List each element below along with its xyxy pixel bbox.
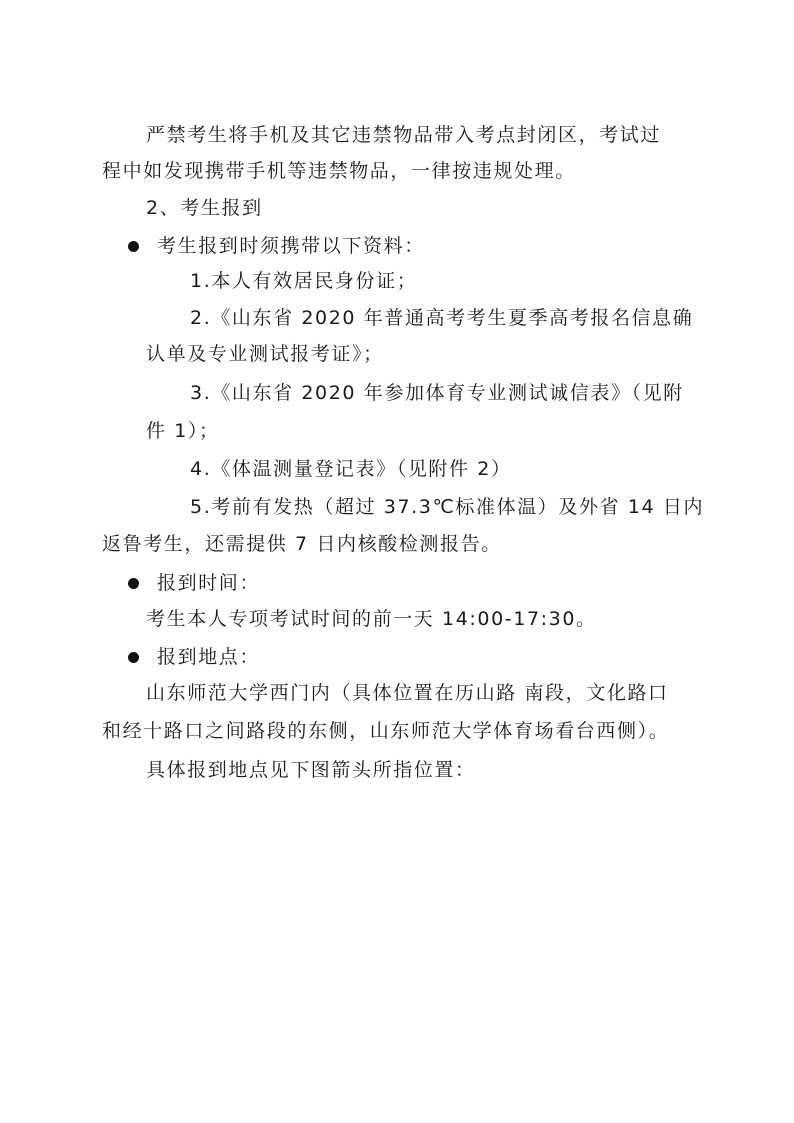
bullet-text-materials: 考生报到时须携带以下资料： bbox=[157, 235, 425, 257]
bullet-icon bbox=[128, 578, 139, 589]
material-item-2-line-1: 2.《山东省 2020 年普通高考考生夏季高考报名信息确 bbox=[190, 307, 694, 329]
material-item-5-line-1: 5.考前有发热（超过 37.3℃标准体温）及外省 14 日内 bbox=[190, 496, 705, 518]
material-item-1: 1.本人有效居民身份证； bbox=[190, 270, 418, 292]
bullet-item-place bbox=[128, 645, 260, 669]
bullet-text-time: 报到时间： bbox=[157, 572, 261, 594]
material-item-2-line-2: 认单及专业测试报考证》； bbox=[146, 343, 384, 365]
final-line: 具体报到地点见下图箭头所指位置： bbox=[146, 759, 476, 781]
bullet-icon bbox=[128, 241, 139, 252]
place-text-line-1: 山东师范大学西门内（具体位置在历山路 南段，文化路口 bbox=[146, 682, 669, 704]
material-item-3-line-2: 件 1）； bbox=[146, 420, 220, 442]
material-item-5-line-2: 返鲁考生，还需提供 7 日内核酸检测报告。 bbox=[102, 533, 502, 555]
ban-paragraph-line-1: 严禁考生将手机及其它违禁物品带入考点封闭区，考试过 bbox=[146, 124, 662, 146]
place-text-line-2: 和经十路口之间路段的东侧，山东师范大学体育场看台西侧）。 bbox=[102, 720, 670, 742]
ban-paragraph-line-2: 程中如发现携带手机等违禁物品，一律按违规处理。 bbox=[102, 160, 576, 182]
bullet-item-materials bbox=[128, 234, 425, 258]
bullet-item-time bbox=[128, 571, 260, 595]
bullet-icon bbox=[128, 652, 139, 663]
material-item-3-line-1: 3.《山东省 2020 年参加体育专业测试诚信表》（见附 bbox=[190, 382, 684, 404]
section-heading: 2、考生报到 bbox=[146, 197, 263, 219]
material-item-4: 4.《体温测量登记表》（见附件 2） bbox=[190, 458, 512, 480]
time-text: 考生本人专项考试时间的前一天 14:00-17:30。 bbox=[146, 608, 597, 630]
bullet-text-place: 报到地点： bbox=[157, 646, 261, 668]
